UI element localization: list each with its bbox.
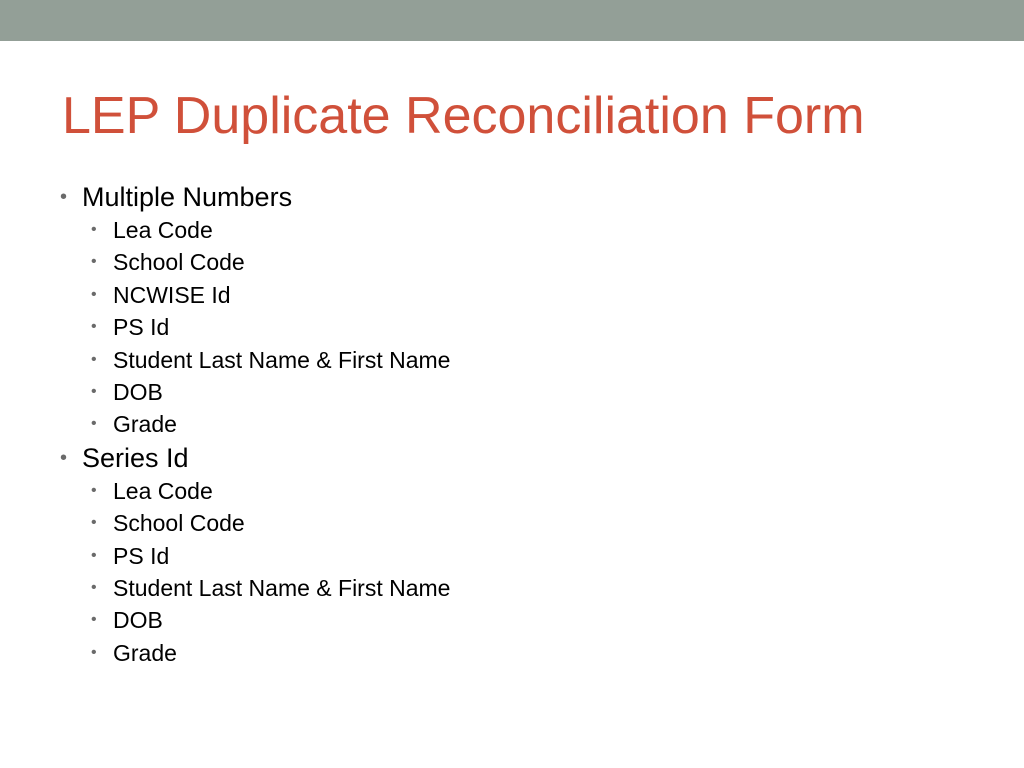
sub-bullet-label: PS Id (113, 314, 170, 341)
sub-bullet-label: Lea Code (113, 217, 213, 243)
sub-bullet-item (60, 408, 960, 440)
sub-list-series-id (60, 475, 960, 669)
bullet-icon: • (91, 382, 97, 400)
bullet-icon: • (91, 611, 97, 629)
bullet-icon: • (91, 514, 97, 532)
sub-bullet-label: PS Id (113, 542, 170, 569)
sub-bullet-item (60, 540, 960, 572)
top-band (0, 0, 1024, 41)
sub-bullet-label: Lea Code (113, 477, 213, 504)
bullet-icon: • (91, 481, 97, 499)
sub-list-multiple-numbers (60, 214, 960, 441)
sub-bullet-item (60, 637, 960, 669)
bullet-icon: • (91, 350, 97, 368)
sub-bullet-item (60, 604, 960, 636)
bullet-icon: • (91, 643, 97, 661)
sub-bullet-item (60, 507, 960, 539)
sub-bullet-item (60, 246, 960, 278)
sub-bullet-label: DOB (113, 607, 163, 634)
sub-bullet-label: Student Last Name & First Name (113, 346, 451, 373)
slide-body (60, 180, 960, 669)
bullet-icon: • (91, 285, 97, 303)
sub-bullet-label: School Code (113, 249, 245, 276)
bullet-icon: • (60, 446, 68, 469)
bullet-icon: • (91, 318, 97, 336)
sub-bullet-label: DOB (113, 378, 163, 405)
sub-bullet-item (60, 311, 960, 343)
sub-bullet-item (60, 376, 960, 408)
bullet-icon: • (91, 253, 97, 271)
sub-bullet-item (60, 344, 960, 376)
sub-bullet-item (60, 475, 960, 507)
slide-title: LEP Duplicate Reconciliation Form (62, 87, 865, 145)
sub-bullet-item (60, 214, 960, 246)
bullet-icon: • (60, 186, 68, 208)
bullet-label: Series Id (82, 442, 189, 473)
bullet-icon: • (91, 415, 97, 433)
sub-bullet-label: Grade (113, 639, 177, 666)
sub-bullet-label: School Code (113, 510, 245, 537)
bullet-icon: • (91, 578, 97, 596)
bullet-series-id (60, 441, 960, 475)
bullet-icon: • (91, 221, 97, 238)
sub-bullet-item (60, 279, 960, 311)
sub-bullet-item (60, 572, 960, 604)
bullet-label: Multiple Numbers (82, 182, 293, 212)
sub-bullet-label: Grade (113, 411, 177, 438)
sub-bullet-label: NCWISE Id (113, 281, 231, 308)
sub-bullet-label: Student Last Name & First Name (113, 574, 451, 601)
bullet-icon: • (91, 546, 97, 564)
bullet-multiple-numbers (60, 180, 960, 214)
